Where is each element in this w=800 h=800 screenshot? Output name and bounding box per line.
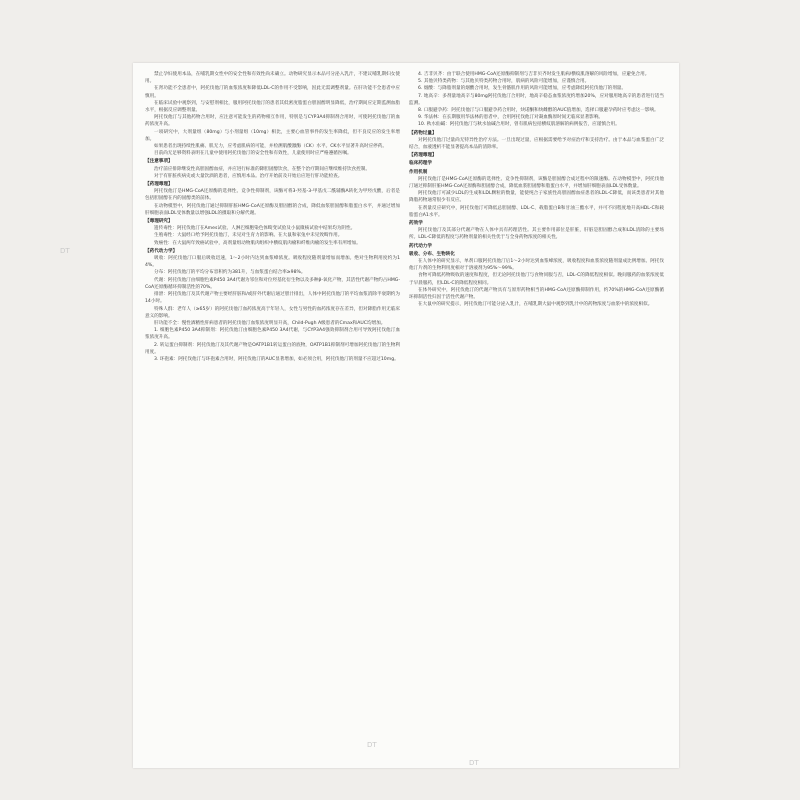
paragraph: 在大鼠中的研究提示，阿托伐他汀可能分泌入乳汁，在哺乳期大鼠中观察到乳汁中的药物浓度与血浆中的浓度相似。 (418, 302, 653, 308)
paragraph: 9. 华法林：在长期服用华法林的患者中，合用阿托伐他汀对凝血酶原时间无临床显著影响。 (418, 115, 604, 121)
paragraph: 分布：阿托伐他汀的平均分布容积约为381升，与血浆蛋白结合率≥98%。 (154, 270, 306, 276)
paragraph: 5. 其他贝特类药物：与其他贝特类药物合用时，肌病的风险可能增加，应谨慎合用。 (418, 79, 590, 85)
paragraph: 阿托伐他汀可减少LDL的生成和LDL颗粒的数量，能使纯合子家族性高胆固醇血症患者的LDL-C降低，而该类患者对其他降脂药物通常很少有反应。 (409, 191, 664, 204)
paragraph: 阿托伐他汀是HMG-CoA还原酶的选择性、竞争性抑制剂，该酶可将3-羟基-3-甲基戊二酰辅酶A转化为甲羟戊酸，后者是包括胆固醇在内的固醇类的前体。 (145, 189, 400, 202)
section-heading: 吸收、分布、生物转化 (409, 251, 455, 257)
paragraph: 禁止孕妇使用本品，在哺乳期女性中的安全性和有效性尚未确立。动物研究显示本品可分泌入乳汁，不建议哺乳期妇女使用。 (145, 72, 400, 85)
paragraph: 8. 口服避孕药：阿托伐他汀与口服避孕药合用时，炔诺酮和炔雌醇的AUC值增加，选择口服避孕药时应考虑这一影响。 (418, 108, 659, 114)
paragraph: 在临床试验中观察到，与安慰剂相比，服用阿托伐他汀的患者其低密度脂蛋白胆固醇明显降低，治疗期间应定期监测血脂水平，根据反应调整剂量。 (145, 100, 400, 114)
paragraph: 在动物模型中，阿托伐他汀通过抑制肝脏HMG-CoA还原酶及胆固醇的合成，降低血浆胆固醇和脂蛋白水平，并通过增加肝细胞表面LDL受体数量以增强LDL的摄取和分解代谢。 (145, 203, 400, 216)
right-text-column (409, 71, 664, 309)
paragraph: 遗传毒性：阿托伐他汀在Ames试验、人淋巴细胞染色体畸变试验及小鼠微核试验中结果均为阴性。 (154, 226, 356, 232)
paragraph: 治疗前应排除继发性高胆固醇血症，并应进行标准的降胆固醇饮食，在整个治疗期间应继续维持饮食控制。 (154, 166, 370, 172)
paragraph: 6. 烟酸：与降脂剂量的烟酸合用时，发生骨骼肌作用的风险可能增加，应考虑降低阿托伐他汀的剂量。 (418, 86, 626, 92)
paragraph: 10. 秋水仙碱：阿托伐他汀与秋水仙碱合用时，曾有肌病包括横纹肌溶解的病例报告，应谨慎合用。 (418, 122, 620, 128)
section-heading: 【药理毒理】 (145, 182, 173, 188)
section-heading: 【注意事项】 (145, 159, 173, 165)
watermark-text: DT (469, 759, 479, 767)
paragraph: 1. 细胞色素P450 3A4抑制剂：阿托伐他汀由细胞色素P450 3A4代谢，与CYP3A4强效抑制剂合用可导致阿托伐他汀血浆浓度升高。 (145, 328, 400, 341)
paragraph: 在体外研究中，阿托伐他汀的代谢产物具有与原形药物相当的HMG-CoA还原酶抑制作用，约70%的HMG-CoA还原酶循环抑制活性归因于活性代谢产物。 (409, 287, 664, 301)
paragraph: 对阿托伐他汀过量尚无特异性治疗方法。一旦出现过量，应根据需要给予对症治疗和支持治疗。由于本品与血浆蛋白广泛结合，血液透析不能显著提高本品的清除率。 (409, 137, 664, 151)
section-heading: 临床药理学 (409, 161, 432, 167)
paragraph: 4. 吉非贝齐：由于联合使用HMG-CoA还原酶抑制剂与吉非贝齐时发生肌病/横纹肌溶解的风险增加，应避免合用。 (418, 72, 650, 77)
section-heading: 【药代动力学】 (145, 248, 178, 254)
paragraph: 一项研究中，大剂量组（80mg）与小剂量组（10mg）相比，主要心血管事件的发生率降低，但不良反应的发生率增加。 (145, 129, 400, 142)
section-heading: 【药理毒理】 (409, 153, 437, 159)
paragraph: 吸收：阿托伐他汀口服后吸收迅速，1～2小时内达到血浆峰浓度。吸收程度随剂量增加而增加。绝对生物利用度约为14%。 (145, 256, 400, 269)
watermark-text: DT (367, 741, 377, 749)
paragraph: 在人体中的研究显示，单剂口服阿托伐他汀后1～2小时达到血浆峰浓度，吸收程度和血浆浓度随剂量成比例增加。阿托伐他汀片剂的生物利用度相对于溶液剂为95%～99%。 (409, 259, 664, 272)
section-heading: 药效学 (409, 221, 423, 227)
paragraph: 目前尚无足够资料表明在儿童中使用阿托伐他汀的安全性和有效性，儿童使用时应严格遵循医嘱。 (154, 151, 352, 157)
watermark-text: DT (60, 247, 70, 255)
paragraph: 阿托伐他汀是HMG-CoA还原酶的选择性、竞争性抑制剂，该酶是胆固醇合成过程中的限速酶。在动物模型中，阿托伐他汀通过抑制肝脏HMG-CoA还原酶和胆固醇合成，降低血浆胆固醇和脂蛋白水平，并增加肝细胞表面LDL受体数量。 (409, 176, 664, 190)
section-heading: 药代动力学 (409, 243, 432, 249)
paragraph: 3. 环孢素：阿托伐他汀与环孢素合用时，阿托伐他汀的AUC显著增加，如必须合用，阿托伐他汀的剂量不应超过10mg。 (154, 356, 399, 362)
paragraph: 在剂量反应研究中，阿托伐他汀可降低总胆固醇、LDL-C、载脂蛋白B和甘油三酯水平，并可不同程度地升高HDL-C和载脂蛋白A1水平。 (409, 205, 664, 218)
paragraph: 生殖毒性：大鼠经口给予阿托伐他汀，未见对生育力的影响。在大鼠和家兔中未见致畸作用。 (154, 233, 343, 239)
paragraph: 食物可降低药物吸收的速度和程度，但无论阿托伐他汀与食物同服与否，LDL-C的降低程度相似。晚间服药的血浆浓度低于早晨服药，但LDL-C的降低程度相同。 (409, 273, 664, 286)
paragraph: 在肾功能不全患者中，阿托伐他汀的血浆浓度和降低LDL-C的作用不受影响，因此无需调整剂量。在肝功能不全患者中应慎用。 (145, 86, 400, 99)
paragraph: 致癌性：在大鼠两年致癌试验中，高剂量组动物肌肉组织中横纹肌肉瘤和纤维肉瘤的发生率有所增加。 (154, 240, 361, 246)
document-page (133, 63, 679, 768)
paragraph: 2. 转运蛋白抑制剂：阿托伐他汀及其代谢产物是OATP1B1转运蛋白的底物，OATP1B1抑制剂可增加阿托伐他汀的生物利用度。 (145, 342, 400, 355)
section-heading: 【药物过量】 (409, 130, 437, 136)
paragraph: 肝功能不全：慢性酒精性肝病患者的阿托伐他汀血浆浓度明显升高，Child-Pugh A级患者的Cmax和AUC均增加。 (154, 320, 386, 326)
paragraph: 阿托伐他汀与其他药物合用时，应注意可能发生的药物相互作用，特别是与CYP3A4抑制剂合用时，可使阿托伐他汀的血药浓度升高。 (145, 115, 400, 128)
paragraph: 特殊人群：老年人（≥65岁）的阿托伐他汀血药浓度高于年轻人，女性与男性的血药浓度存在差异，但对降脂作用无临床意义的影响。 (145, 306, 400, 319)
paragraph: 7. 地高辛：多剂量地高辛与80mg阿托伐他汀合用时，地高辛稳态血浆浓度约增加20%，应对服用地高辛的患者进行适当监测。 (409, 93, 664, 106)
paragraph: 如果患者出现持续性肌痛、肌无力，应考虑肌病的可能，并检测肌酸激酶（CK）水平。CK水平显著升高时应停药。 (154, 144, 387, 150)
section-heading: 作用机制 (409, 169, 428, 175)
section-heading: 【毒理研究】 (145, 219, 173, 225)
paragraph: 排泄：阿托伐他汀及其代谢产物主要经肝脏和/或肝外代谢后通过胆汁排出，人体中阿托伐他汀的平均血浆消除半衰期约为14小时。 (145, 292, 400, 305)
paragraph: 对于有肝脏疾病史或大量饮酒的患者，应慎用本品。治疗开始前及开始后应进行肝功能检查。 (154, 173, 343, 179)
paragraph: 阿托伐他汀及其部分代谢产物在人体中具有药理活性。其主要作用部位是肝脏，肝脏是胆固醇合成和LDL清除的主要场所。LDL-C降低的程度与药物剂量的相关性优于与全身药物浓度的相关性。 (409, 228, 664, 241)
left-text-column (145, 71, 400, 363)
paragraph: 代谢：阿托伐他汀由细胞色素P450 3A4代谢为邻位和对位羟基化衍生物以及多种β-氧化产物，其活性代谢产物约占HMG-CoA还原酶循环抑制活性的70%。 (145, 277, 400, 290)
